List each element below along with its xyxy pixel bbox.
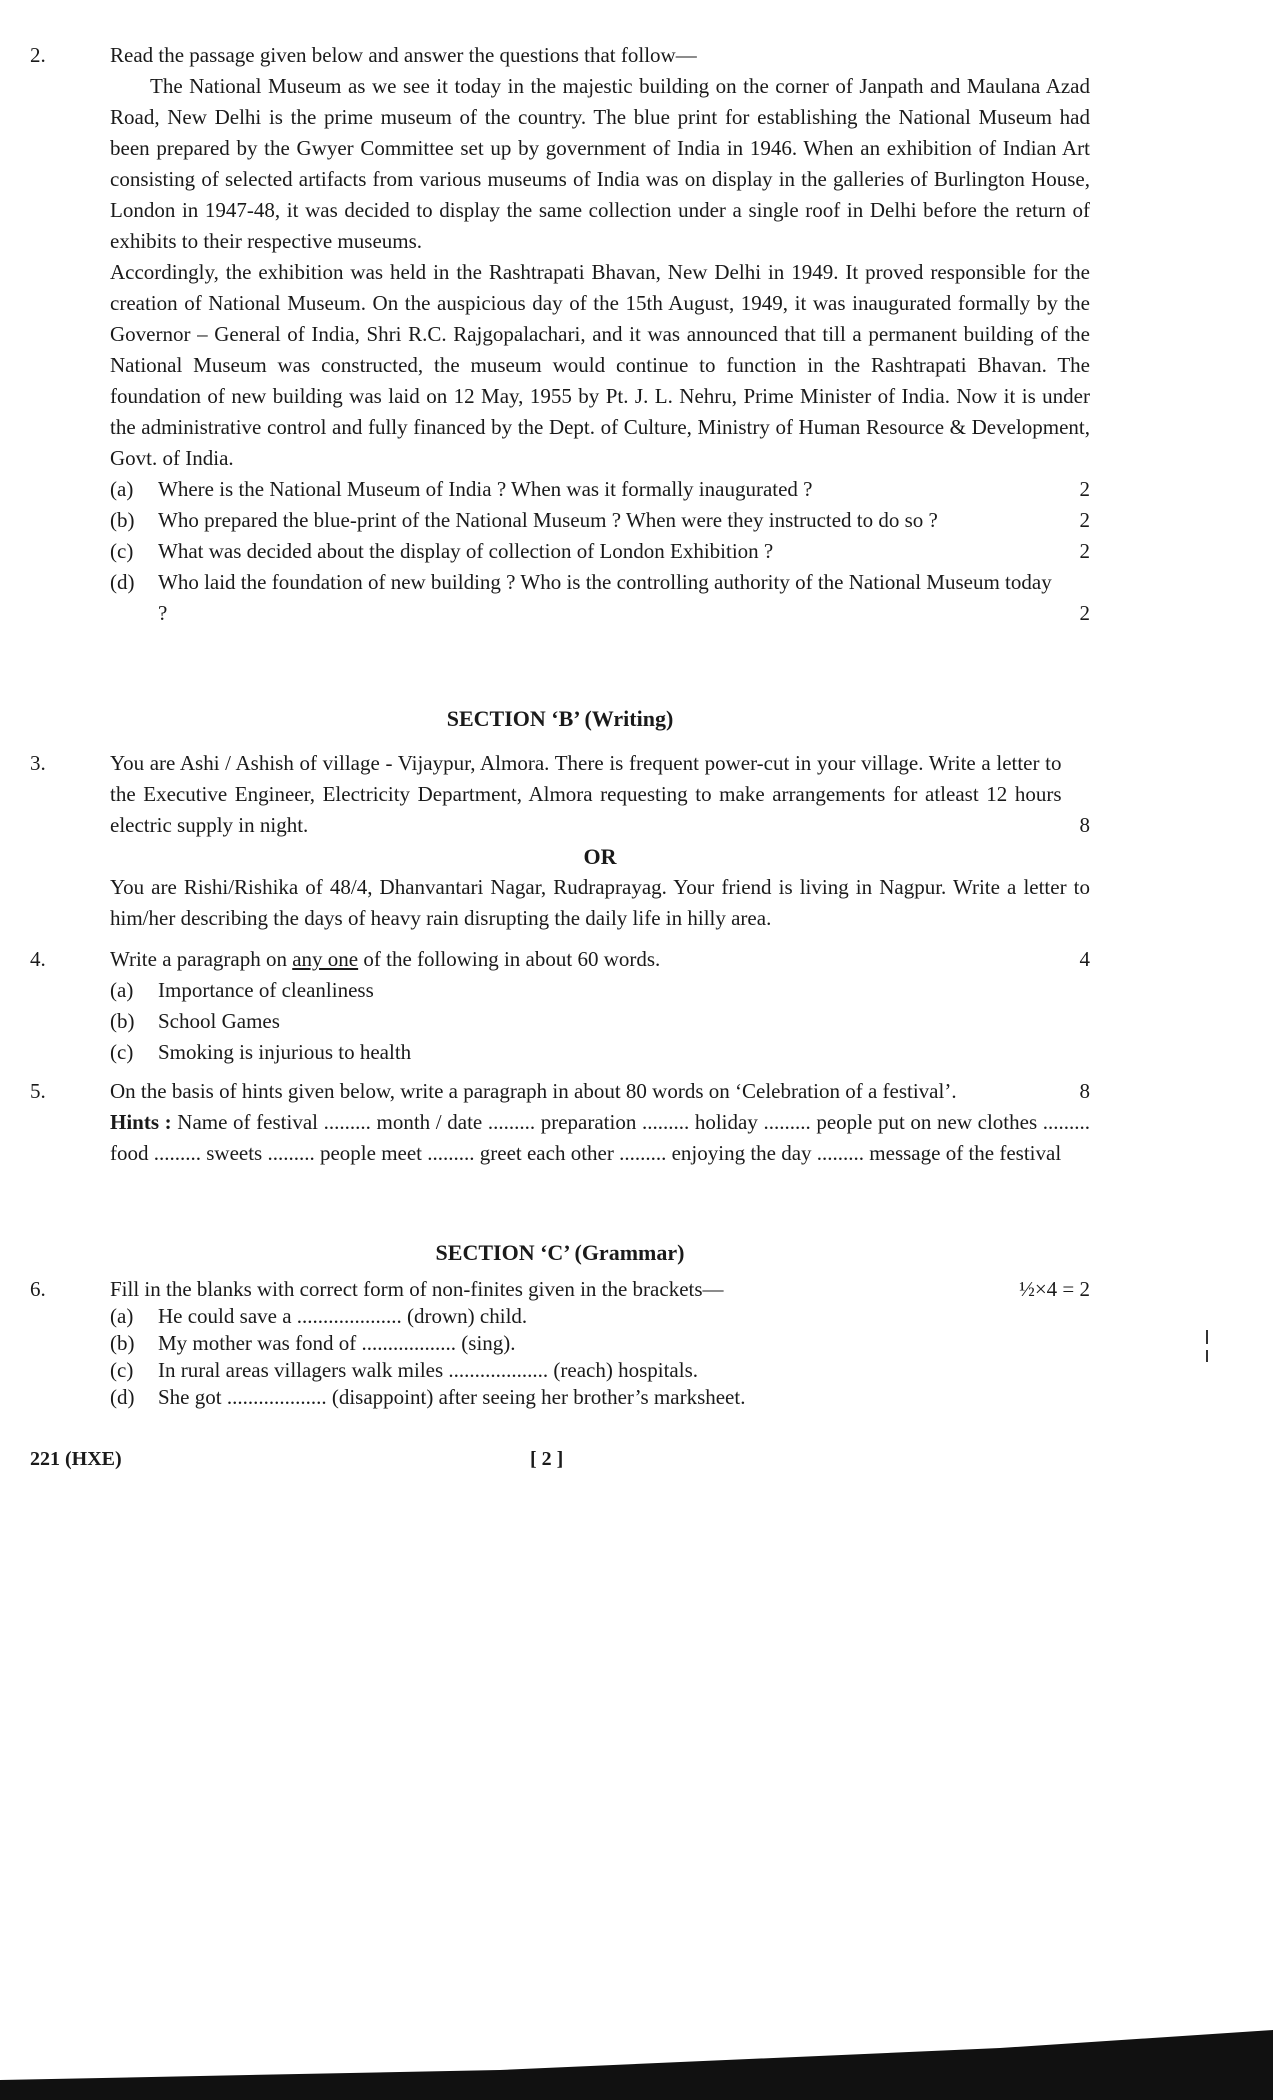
sub-question: [110, 505, 1090, 536]
marks: 8: [1079, 813, 1090, 837]
sub-text: What was decided about the display of collection of London Exhibition ?: [158, 539, 774, 563]
underlined-text: any one: [292, 947, 359, 971]
question-number: 2.: [30, 43, 46, 67]
sub-label: (b): [110, 1009, 135, 1033]
question-text: Fill in the blanks with correct form of non-finites given in the brackets—: [110, 1277, 724, 1301]
question-alternative: You are Rishi/Rishika of 48/4, Dhanvantari Nagar, Rudraprayag. Your friend is living in Nagpur. Write a letter to him/her describing the days of heavy rain disrupting the daily life in hilly area.: [110, 875, 1090, 930]
sub-label: (d): [110, 570, 135, 594]
question-number: 4.: [30, 947, 46, 971]
question-text: On the basis of hints given below, write a paragraph in about 80 words on ‘Celebration of a festival’.: [110, 1079, 957, 1103]
marks: 4: [1079, 947, 1090, 971]
scan-mark: [1206, 1330, 1208, 1344]
question-number: 5.: [30, 1079, 46, 1103]
sub-question: [110, 567, 1090, 629]
sub-question: [110, 1330, 1090, 1357]
question-number: 6.: [30, 1277, 46, 1301]
text-part: of the following in about 60 words.: [358, 947, 661, 971]
question-2: [30, 40, 1090, 629]
sub-label: (a): [110, 1304, 134, 1328]
sub-text: He could save a .................... (drown) child.: [158, 1304, 528, 1328]
question-text: [110, 944, 660, 975]
scan-mark: [1206, 1350, 1208, 1362]
marks: ½×4 = 2: [1019, 1277, 1090, 1301]
passage-paragraph-1: The National Museum as we see it today in the majestic building on the corner of Janpath and Maulana Azad Road, New Delhi is the prime museum of the country. The blue print for establishing the National Museum had been prepared by the Gwyer Committee set up by government of India in 1946. When an exhibition of Indian Art consisting of selected artifacts from various museums of India was on display in the galleries of Burlington House, London in 1947-48, it was decided to display the same collection under a single roof in Delhi before the return of exhibits to their respective museums.: [110, 74, 1090, 253]
sub-text: Smoking is injurious to health: [158, 1040, 412, 1064]
sub-label: (d): [110, 1385, 135, 1409]
or-divider: OR: [583, 844, 617, 869]
section-b-heading: SECTION ‘B’ (Writing): [446, 706, 674, 731]
question-instruction: Read the passage given below and answer the questions that follow—: [110, 43, 697, 67]
sub-text: Who laid the foundation of new building ? Who is the controlling authority of the National Museum today ?: [158, 570, 1052, 625]
sub-label: (c): [110, 1040, 134, 1064]
sub-question: [110, 1384, 1090, 1411]
sub-option: [110, 975, 1090, 1006]
sub-text: Importance of cleanliness: [158, 978, 374, 1002]
sub-question: [110, 474, 1090, 505]
sub-label: (c): [110, 1358, 134, 1382]
question-text: You are Ashi / Ashish of village - Vijaypur, Almora. There is frequent power-cut in your village. Write a letter to the Executive Engineer, Electricity Department, Almora requesting to make arrangements for atleast 12 hours electric supply in night.: [110, 751, 1062, 837]
sub-question: [110, 1357, 1090, 1384]
sub-label: (a): [110, 978, 134, 1002]
sub-text: She got ................... (disappoint) after seeing her brother’s marksheet.: [158, 1385, 746, 1409]
question-text-row: [110, 1276, 1090, 1303]
paper-code: 221 (HXE): [30, 1448, 122, 1470]
hints-label: Hints :: [110, 1110, 172, 1134]
text-part: Write a paragraph on: [110, 947, 293, 971]
sub-label: (b): [110, 1331, 135, 1355]
marks: 2: [1079, 477, 1090, 501]
question-3: [30, 748, 1090, 934]
question-text-row: [110, 944, 1090, 975]
question-text-row: [110, 1076, 1090, 1107]
scan-edge-shadow: [0, 2020, 1273, 2100]
marks: 2: [1079, 508, 1090, 532]
question-number: 3.: [30, 751, 46, 775]
marks: 8: [1079, 1079, 1090, 1103]
question-4: [30, 944, 1090, 1068]
sub-text: Who prepared the blue-print of the National Museum ? When were they instructed to do so ?: [158, 508, 938, 532]
sub-text: In rural areas villagers walk miles ................... (reach) hospitals.: [158, 1358, 699, 1382]
sub-label: (b): [110, 508, 135, 532]
sub-text: School Games: [158, 1009, 280, 1033]
sub-text: My mother was fond of .................. (sing).: [158, 1331, 516, 1355]
hints-text: Name of festival ......... month / date ......... preparation ......... holiday ......... people put on new clothes ......... food ......... sweets ......... people meet ......... greet each other ......... enjoying the day ......... message of the festival: [110, 1110, 1091, 1165]
sub-option: [110, 1006, 1090, 1037]
page-number: [ 2 ]: [530, 1448, 564, 1470]
sub-question: [110, 1303, 1090, 1330]
hints: [110, 1107, 1090, 1169]
sub-text: Where is the National Museum of India ? When was it formally inaugurated ?: [158, 477, 813, 501]
sub-option: [110, 1037, 1090, 1068]
question-6: [30, 1276, 1090, 1411]
marks: 2: [1079, 601, 1090, 625]
question-text-row: [110, 748, 1090, 841]
marks: 2: [1079, 539, 1090, 563]
sub-question: [110, 536, 1090, 567]
passage-paragraph-2: Accordingly, the exhibition was held in the Rashtrapati Bhavan, New Delhi in 1949. It proved responsible for the creation of National Museum. On the auspicious day of the 15th August, 1949, it was inaugurated formally by the Governor – General of India, Shri R.C. Rajgopalachari, and it was announced that till a permanent building of the National Museum was constructed, the museum would continue to function in the Rashtrapati Bhavan. The foundation of new building was laid on 12 May, 1955 by Pt. J. L. Nehru, Prime Minister of India. Now it is under the administrative control and fully financed by the Dept. of Culture, Ministry of Human Resource & Development, Govt. of India.: [110, 260, 1090, 470]
question-5: [30, 1076, 1090, 1169]
sub-label: (a): [110, 477, 134, 501]
section-c-heading: SECTION ‘C’ (Grammar): [435, 1240, 685, 1265]
sub-label: (c): [110, 539, 134, 563]
